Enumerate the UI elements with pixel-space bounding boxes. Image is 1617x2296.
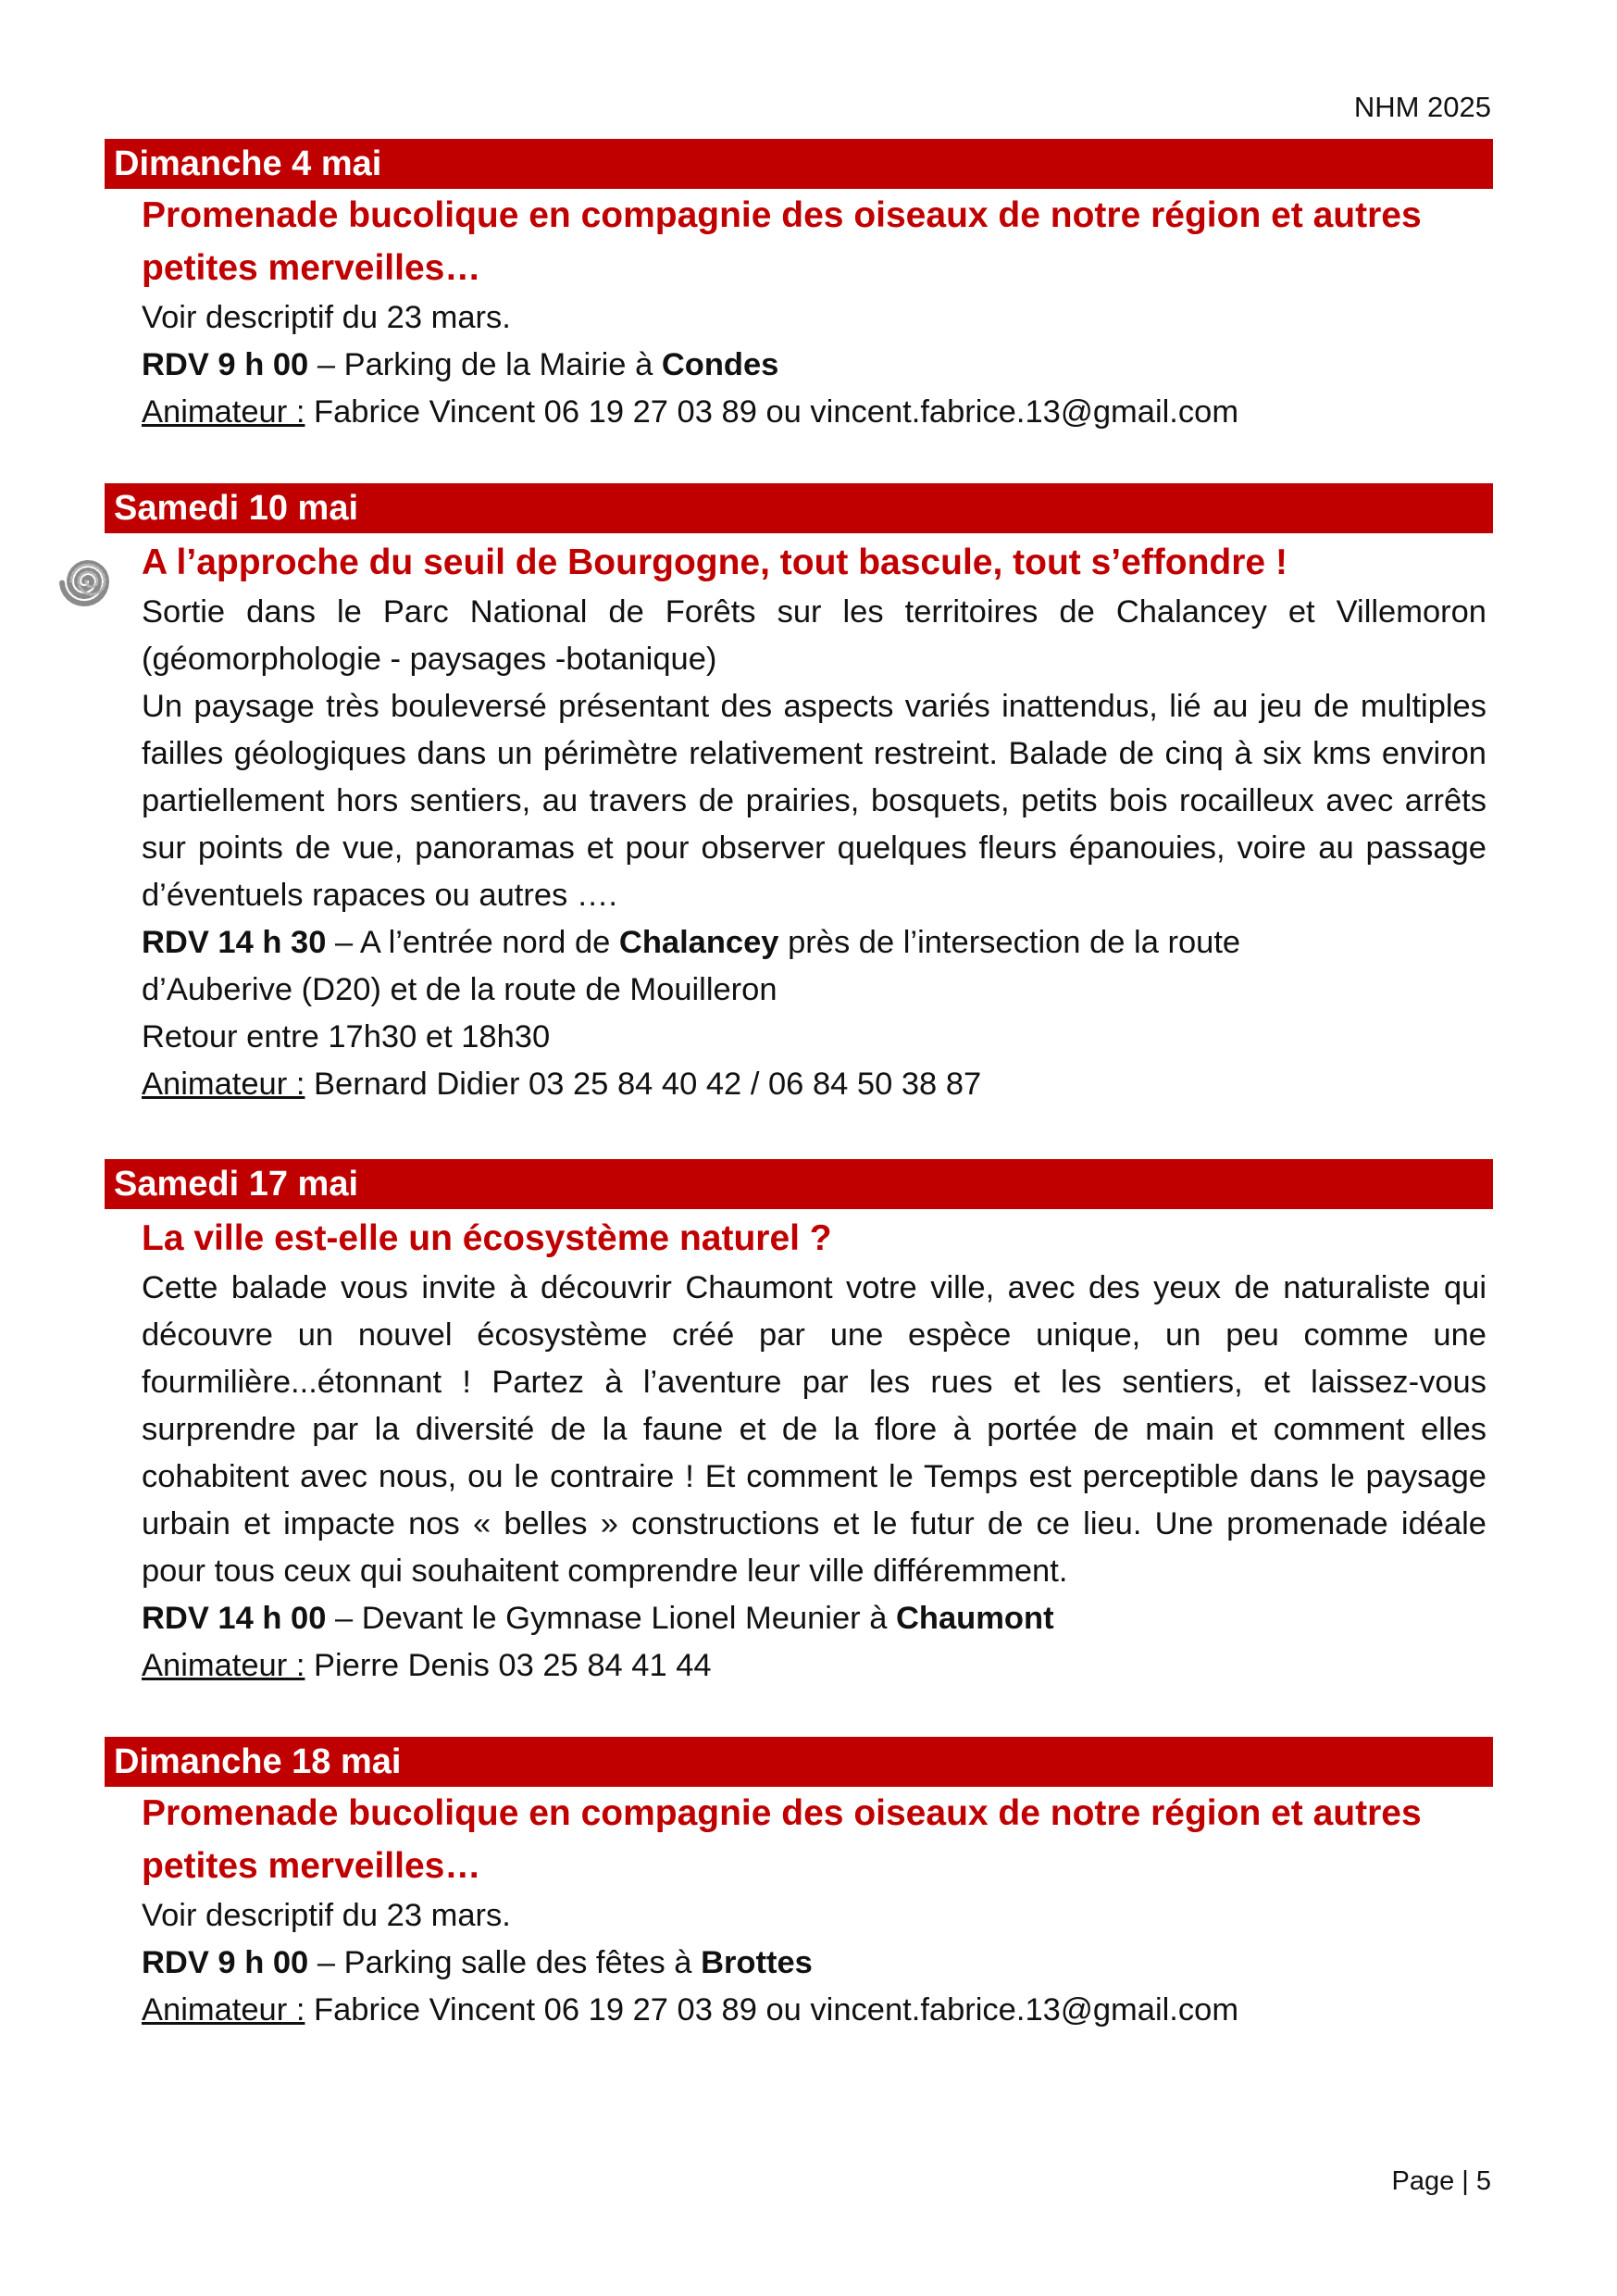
rdv-text: près de l’intersection de la route: [778, 925, 1241, 960]
animator-label: Animateur :: [142, 1067, 305, 1102]
event-rdv: [142, 919, 1486, 967]
event-content: [142, 1212, 1486, 1690]
event-animator: [142, 1061, 1486, 1108]
rdv-label: RDV 14 h 30: [142, 925, 327, 960]
event-title-line: petites merveilles…: [142, 1846, 481, 1886]
event-description: Voir descriptif du 23 mars.: [142, 300, 511, 335]
event-description: Sortie dans le Parc National de Forêts sur les territoires de Chalancey et Villemoron (géomorphologie - paysages -botanique): [142, 594, 1486, 677]
event-description: Un paysage très bouleversé présentant des aspects variés inattendus, lié au jeu de multiples failles géologiques dans un périmètre relativement restreint. Balade de cinq à six kms environ partiellement hors sentiers, au travers de prairies, bosquets, petits bois rocailleux avec arrêts sur points de vue, panoramas et pour observer quelques fleurs épanouies, voire au passage d’éventuels rapaces ou autres ….: [142, 689, 1486, 913]
event-rdv: [142, 342, 1486, 389]
page-number: Page | 5: [1391, 2166, 1491, 2196]
animator-label: Animateur :: [142, 394, 305, 430]
event-date-banner: Dimanche 18 mai: [105, 1737, 1493, 1787]
event-date-banner: Dimanche 4 mai: [105, 139, 1493, 189]
rdv-place: Brottes: [701, 1945, 813, 1980]
event-content: [142, 536, 1486, 1108]
event-title-line: Promenade bucolique en compagnie des oiseaux de notre région et autres: [142, 1793, 1422, 1833]
rdv-place: Chalancey: [618, 925, 779, 960]
event-title: A l’approche du seuil de Bourgogne, tout bascule, tout s’effondre !: [142, 543, 1287, 582]
event-section-2: [105, 483, 1493, 1108]
event-section-3: [105, 1159, 1493, 1690]
event-rdv-continued: d’Auberive (D20) et de la route de Mouilleron: [142, 972, 777, 1007]
rdv-label: RDV 9 h 00: [142, 347, 309, 382]
event-description: Cette balade vous invite à découvrir Chaumont votre ville, avec des yeux de naturaliste qui découvre un nouvel écosystème créé par une espèce unique, un peu comme une fourmilière...étonnant ! Partez à l’aventure par les rues et les sentiers, et laissez-vous surprendre par la diversité de la faune et de la flore à portée de main et comment elles cohabitent avec nous, ou le contraire ! Et comment le Temps est perceptible dans le paysage urbain et impacte nos « belles » constructions et le futur de ce lieu. Une promenade idéale pour tous ceux qui souhaitent comprendre leur ville différemment.: [142, 1270, 1486, 1589]
animator-contact: Pierre Denis 03 25 84 41 44: [305, 1648, 712, 1683]
event-rdv: [142, 1595, 1486, 1642]
event-content: [142, 1787, 1486, 2034]
event-title-line: petites merveilles…: [142, 248, 481, 288]
animator-label: Animateur :: [142, 1648, 305, 1683]
rdv-label: RDV 9 h 00: [142, 1945, 309, 1980]
event-title: [142, 1787, 1486, 1892]
rdv-text: – Parking salle des fêtes à: [308, 1945, 702, 1980]
animator-label: Animateur :: [142, 1992, 305, 2028]
rdv-text: – Parking de la Mairie à: [308, 347, 662, 382]
event-animator: [142, 389, 1486, 436]
rdv-label: RDV 14 h 00: [142, 1601, 327, 1636]
animator-contact: Fabrice Vincent 06 19 27 03 89 ou vincent.fabrice.13@gmail.com: [305, 1992, 1239, 2028]
rdv-text: – A l’entrée nord de: [326, 925, 619, 960]
event-date-banner: Samedi 17 mai: [105, 1159, 1493, 1209]
event-animator: [142, 1987, 1486, 2034]
event-return-time: Retour entre 17h30 et 18h30: [142, 1019, 551, 1054]
event-animator: [142, 1642, 1486, 1690]
rdv-place: Chaumont: [896, 1601, 1054, 1636]
rdv-text: – Devant le Gymnase Lionel Meunier à: [326, 1601, 896, 1636]
rdv-place: Condes: [661, 347, 779, 382]
event-title-line: Promenade bucolique en compagnie des oiseaux de notre région et autres: [142, 195, 1422, 235]
document-code: NHM 2025: [1353, 91, 1491, 123]
event-rdv: [142, 1940, 1486, 1987]
event-content: [142, 189, 1486, 436]
event-title: [142, 189, 1486, 294]
animator-contact: Bernard Didier 03 25 84 40 42 / 06 84 50 38 87: [305, 1067, 982, 1102]
animator-contact: Fabrice Vincent 06 19 27 03 89 ou vincent.fabrice.13@gmail.com: [305, 394, 1239, 430]
event-section-4: [105, 1737, 1493, 2034]
event-description: Voir descriptif du 23 mars.: [142, 1898, 511, 1933]
event-date-banner: Samedi 10 mai: [105, 483, 1493, 533]
event-section-1: [105, 139, 1493, 436]
event-title: La ville est-elle un écosystème naturel ?: [142, 1218, 832, 1258]
